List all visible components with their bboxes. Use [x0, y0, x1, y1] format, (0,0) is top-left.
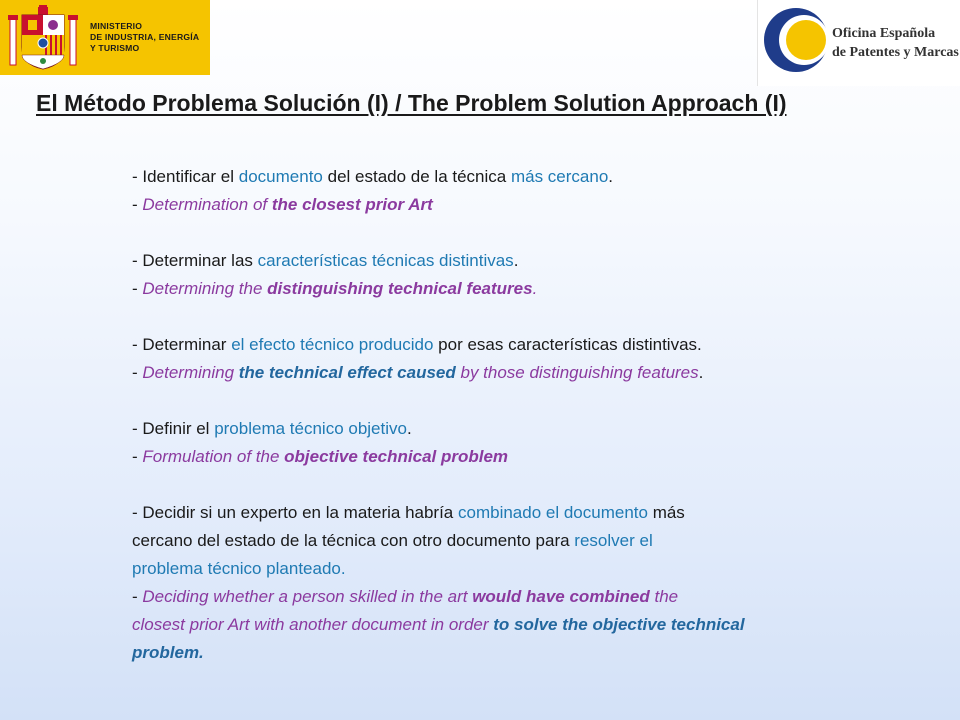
oepm-name — [832, 24, 959, 62]
ministry-logo-badge — [0, 0, 210, 75]
highlight: resolver el — [574, 531, 653, 550]
highlight: problema técnico planteado. — [132, 559, 346, 578]
text: por esas características distintivas. — [433, 335, 702, 354]
text: - Determinar — [132, 335, 232, 354]
highlight: documento — [238, 167, 323, 186]
text: . — [406, 419, 412, 438]
text: - — [132, 587, 143, 606]
text: - — [132, 195, 143, 214]
text: . — [698, 363, 704, 382]
highlight: the technical effect caused — [238, 363, 456, 382]
slide-title: El Método Problema Solución (I) / The Problem Solution Approach (I) — [36, 90, 787, 116]
highlight: the closest prior Art — [271, 195, 433, 214]
text: cercano del estado de la técnica con otro documento para — [132, 531, 575, 550]
step-5-es-line-1 — [132, 499, 932, 527]
text: . — [513, 251, 519, 270]
text: - Determinar las — [132, 251, 258, 270]
highlight: problema técnico objetivo — [214, 419, 407, 438]
step-2-en — [132, 275, 932, 303]
text: . — [608, 167, 614, 186]
highlight: características técnicas distintivas — [257, 251, 514, 270]
oepm-logo-badge — [757, 0, 960, 86]
step-5-es-line-3 — [132, 555, 932, 583]
step-5-en-line-3 — [132, 639, 932, 667]
highlight: el efecto técnico producido — [231, 335, 434, 354]
ministry-line-2: DE INDUSTRIA, ENERGÍA — [90, 32, 200, 42]
text: - Identificar el — [132, 167, 239, 186]
oepm-line-2: de Patentes y Marcas — [832, 45, 959, 60]
highlight: to solve the objective technical — [493, 615, 745, 634]
text: - Decidir si un experto en la materia habría — [132, 503, 458, 522]
step-2-es — [132, 247, 932, 275]
step-3-es — [132, 331, 932, 359]
highlight: más cercano — [510, 167, 609, 186]
oepm-line-1: Oficina Española — [832, 26, 936, 41]
highlight: Determining the — [142, 279, 268, 298]
step-5-en-line-1 — [132, 583, 932, 611]
step-1-en — [132, 191, 932, 219]
text: más — [647, 503, 685, 522]
highlight: the — [649, 587, 679, 606]
step-5-es-line-2 — [132, 527, 932, 555]
highlight: Determining — [142, 363, 239, 382]
steps-list — [132, 163, 932, 667]
highlight: problem. — [132, 643, 204, 662]
highlight: would have combined — [472, 587, 650, 606]
highlight: Formulation of the — [142, 447, 285, 466]
step-4-en — [132, 443, 932, 471]
step-5-en-line-2 — [132, 611, 932, 639]
highlight: distinguishing technical features — [267, 279, 533, 298]
highlight: combinado el documento — [458, 503, 648, 522]
text: - — [132, 279, 143, 298]
ministry-line-3: Y TURISMO — [90, 43, 140, 53]
ministry-name — [90, 21, 199, 54]
ministry-line-1: MINISTERIO — [90, 21, 143, 31]
highlight: Determination of — [142, 195, 268, 214]
text: - — [132, 447, 143, 466]
highlight: objective technical problem — [284, 447, 509, 466]
text: del estado de la técnica — [322, 167, 511, 186]
text: - Definir el — [132, 419, 215, 438]
text: - — [132, 363, 143, 382]
step-1-es — [132, 163, 932, 191]
highlight: by those distinguishing features — [455, 363, 699, 382]
highlight: closest prior Art with another document in order — [132, 615, 494, 634]
highlight: Deciding whether a person skilled in the art — [142, 587, 473, 606]
step-4-es — [132, 415, 932, 443]
step-3-en — [132, 359, 932, 387]
coat-of-arms-icon — [8, 5, 78, 71]
oepm-sun-logo-icon — [758, 0, 832, 86]
text: . — [532, 279, 538, 298]
